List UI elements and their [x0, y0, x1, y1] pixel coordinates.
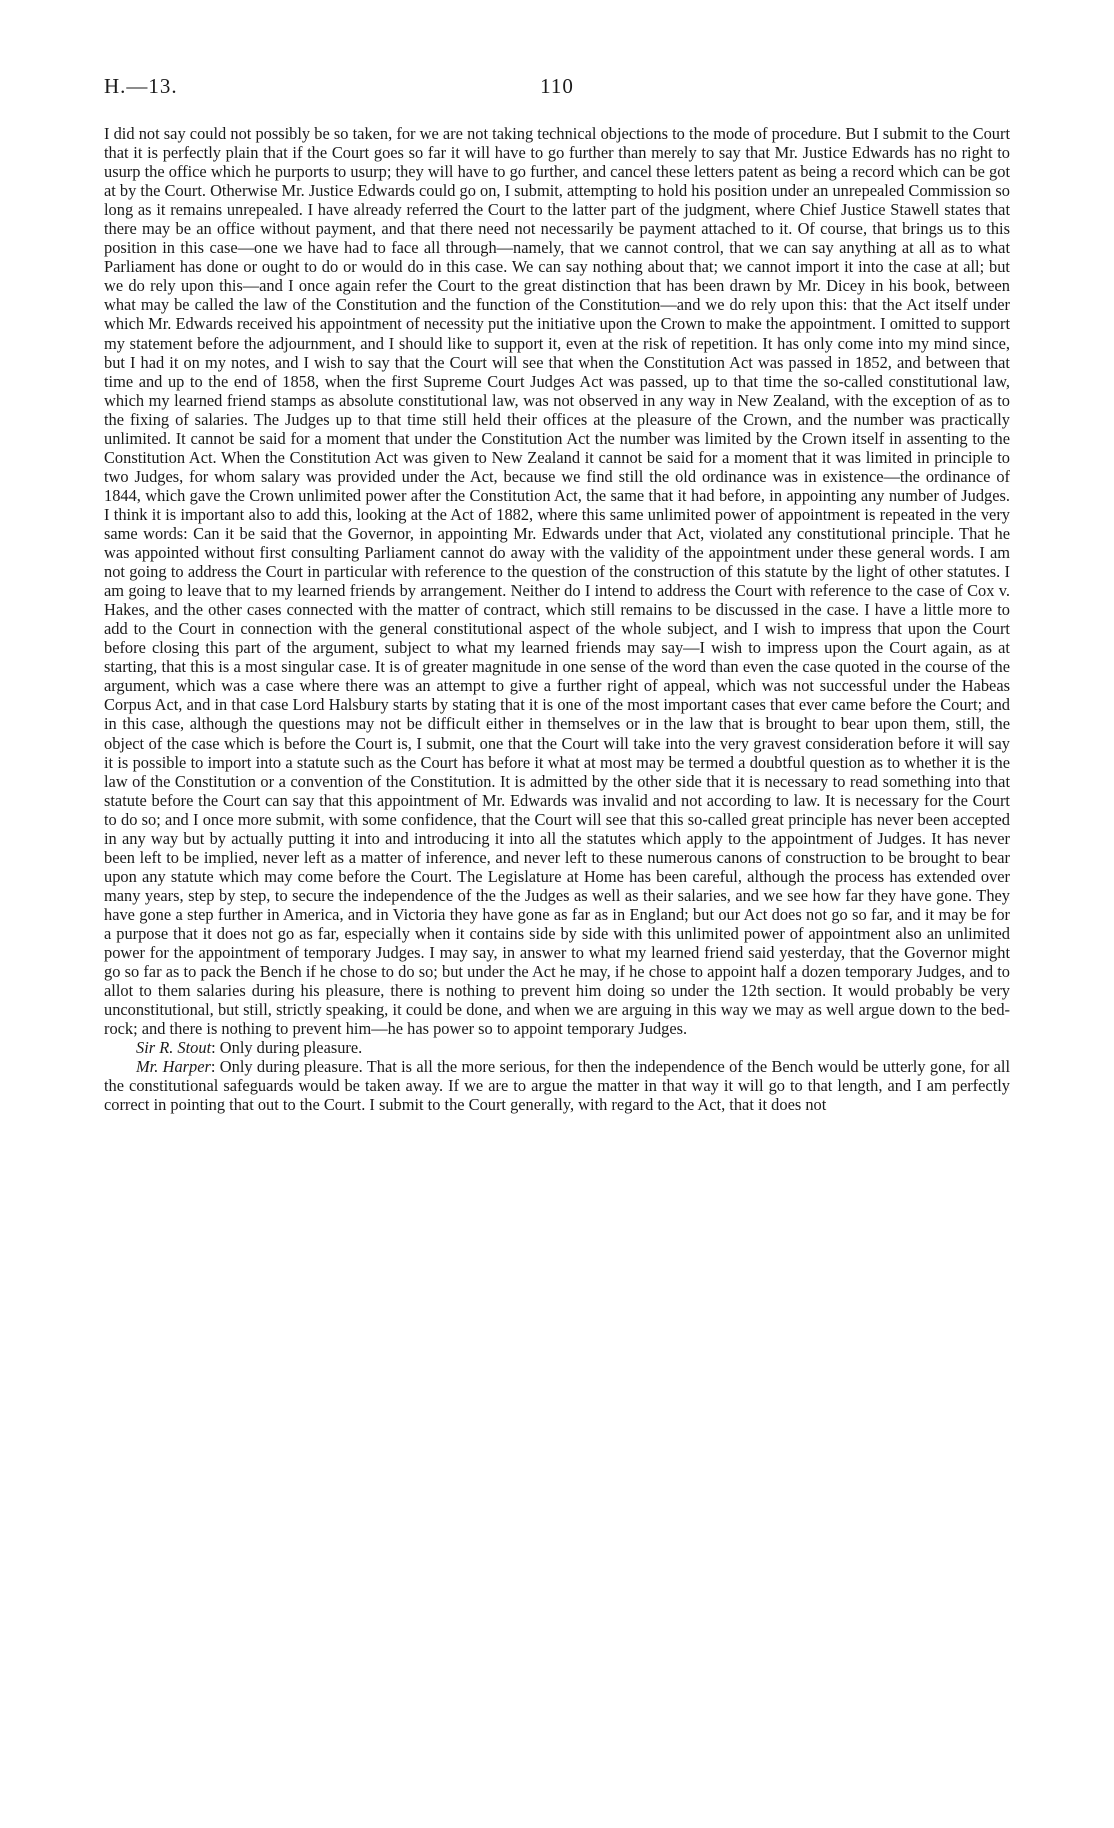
page-header — [104, 74, 1010, 100]
paragraph-stout — [104, 1038, 1010, 1057]
paragraph-text: I did not say could not possibly be so taken, for we are not taking technical objections to the mode of procedure. But I submit to the Court that it is perfectly plain that if the Court goes so far it will have to go further than merely to say that Mr. Justice Edwards has no right to usurp the office which he purports to usurp; they will have to go further, and cancel these letters patent as being a record which can be got at by the Court. Otherwise Mr. Justice Edwards could go on, I submit, attempting to hold his position under an unrepealed Commission so long as it remains unrepealed. I have already referred the Court to the latter part of the judgment, where Chief Justice Stawell states that there may be an office without payment, and that there need not necessarily be payment attached to it. Of course, that brings us to this position in this case—one we have had to face all through—namely, that we cannot control, that we can say anything at all as to what Parliament has done or ought to do or would do in this case. We can say nothing about that; we cannot import it into the case at all; but we do rely upon this—and I once again refer the Court to the great distinction that has been drawn by Mr. Dicey in his book, between what may be called the law of the Constitution and the function of the Constitution—and we do rely upon this: that the Act itself under which Mr. Edwards received his appointment of necessity put the initiative upon the Crown to make the appointment. I omitted to support my statement before the adjournment, and I should like to support it, even at the risk of repetition. It has only come into my mind since, but I had it on my notes, and I wish to say that the Court will see that when the Constitution Act was passed in 1852, and between that time and up to the end of 1858, when the first Supreme Court Judges Act was passed, up to that time the so-called constitutional law, which my learned friend stamps as absolute constitutional law, was not observed in any way in New Zealand, with the exception of as to the fixing of salaries. The Judges up to that time still held their offices at the pleasure of the Crown, and the number was practically unlimited. It cannot be said for a moment that under the Constitution Act the number was limited by the Crown itself in assenting to the Constitution Act. When the Constitution Act was given to New Zealand it cannot be said for a moment that it was limited in principle to two Judges, for whom salary was provided under the Act, because we find still the old ordinance was in existence—the ordinance of 1844, which gave the Crown unlimited power after the Constitution Act, the same that it had before, in appointing any number of Judges. I think it is important also to add this, looking at the Act of 1882, where this same unlimited power of appointment is repeated in the very same words: Can it be said that the Governor, in appointing Mr. Edwards under that Act, violated any constitutional principle. That he was appointed without first consulting Parliament cannot do away with the validity of the appointment under these general words. I am not going to address the Court in particular with reference to the question of the construction of this statute by the light of other statutes. I am going to leave that to my learned friends by arrangement. Neither do I intend to address the Court with reference to the case of Cox v. Hakes, and the other cases connected with the matter of contract, which still remains to be discussed in the case. I have a little more to add to the Court in connection with the general constitutional aspect of the whole subject, and I wish to impress that upon the Court before closing this part of the argument, subject to what my learned friends may say—I wish to impress upon the Court again, as at starting, that this is a most singular case. It is of greater magnitude in one sense of the word than even the case quoted in the course of the argument, which was a case where there was an attempt to give a further right of appeal, which was not successful under the Habeas Corpus Act, and in that case Lord Halsbury starts by stating that it is one of the most important cases that ever came before the Court; and in this case, although the questions may not be difficult either in themselves or in the law that is brought to bear upon them, still, the object of the case which is before the Court is, I submit, one that the Court will take into the very gravest consideration before it will say it is possible to import into a statute such as the Court has before it what at most may be termed a doubtful question as to whether it is the law of the Constitution or a convention of the Constitution. It is admitted by the other side that it is necessary to read something into that statute before the Court can say that this appointment of Mr. Edwards was invalid and not according to law. It is necessary for the Court to do so; and I once more submit, with some confidence, that the Court will see that this so-called great principle has never been accepted in any way but by actually putting it into and introducing it into all the statutes which apply to the appointment of Judges. It has never been left to be implied, never left as a matter of inference, and never left to these numerous canons of construction to be brought to bear upon any statute which may come before the Court. The Legislature at Home has been careful, although the process has extended over many years, step by step, to secure the independence of the the Judges as well as their salaries, and we see how far they have gone. They have gone a step further in America, and in Victoria they have gone as far as in England; but our Act does not go so far, and it may be for a purpose that it does not go as far, especially when it contains side by side with this unlimited power of appointment also an unlimited power for the appointment of temporary Judges. I may say, in answer to what my learned friend said yesterday, that the Governor might go so far as to pack the Bench if he chose to do so; but under the Act he may, if he chose to appoint half a dozen temporary Judges, and to allot to them salaries during his pleasure, there is nothing to prevent him doing so under the 12th section. It would probably be very unconstitutional, but still, strictly speaking, it could be done, and when we are arguing in this way we may as well argue down to the bed-rock; and there is nothing to prevent him—he has power so to appoint temporary Judges. — [104, 124, 1010, 1039]
body-text — [104, 124, 1010, 1114]
paragraph-text: : Only during pleasure. That is all the more serious, for then the independence of the Bench would be utterly gone, for all the constitutional safeguards would be taken away. If we are to argue the matter in that way it will go to that length, and I am perfectly correct in pointing that out to the Court. I submit to the Court generally, with regard to the Act, that it does not — [104, 1057, 1010, 1115]
speaker-name: Mr. Harper — [136, 1057, 211, 1077]
paragraph-text: : Only during pleasure. — [211, 1038, 363, 1058]
page-number: 110 — [540, 74, 574, 98]
paragraph-continuation — [104, 124, 1010, 1038]
speaker-name: Sir R. Stout — [136, 1038, 212, 1058]
document-reference: H.—13. — [104, 74, 178, 98]
paragraph-harper — [104, 1057, 1010, 1114]
